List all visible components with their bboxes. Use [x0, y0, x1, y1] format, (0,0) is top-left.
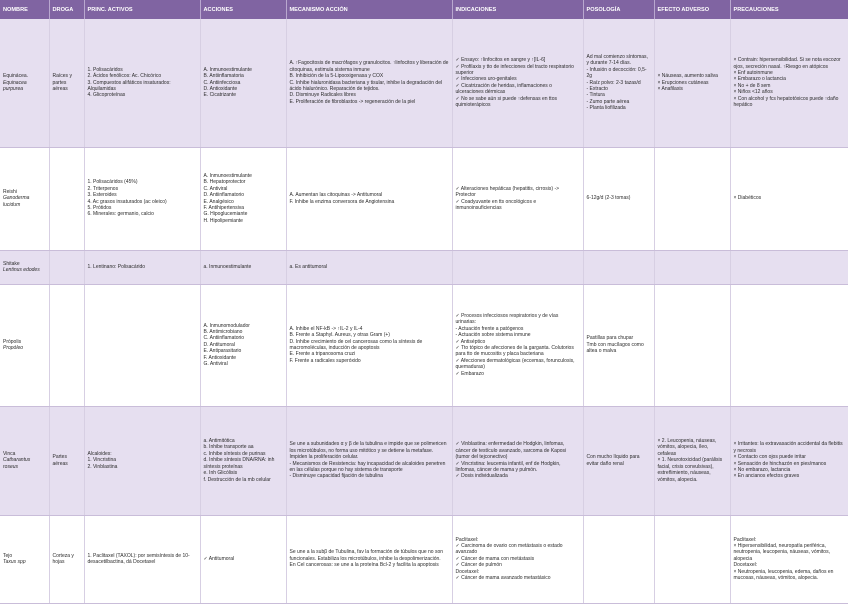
list-item: 4. Ac grasos insaturados (ac oleico): [87, 198, 167, 205]
cell-posologia: [583, 19, 654, 147]
column-header: PRECAUCIONES: [730, 0, 848, 19]
list-item: C. Antiinflamatorio: [203, 335, 245, 342]
list-item: ✓ Antiséptico: [455, 338, 486, 345]
list-item: - Zumo parte aérea: [586, 98, 630, 105]
list-item: × Neutropenia, leucopenia, edema, daños en mucosas, náuseas, vómitos, alopecia.: [733, 568, 834, 582]
cell-indicaciones: [452, 515, 583, 603]
cell-droga: Raíces y partes aéreas: [49, 19, 84, 147]
scientific-name: Catharantus roseus: [3, 457, 31, 470]
list-item: Tmb con mucílagos como altea o malva: [586, 341, 644, 355]
cell-acciones: [200, 250, 286, 284]
scientific-name: Propóleo: [3, 345, 24, 351]
list-item: Paclitaxel:: [733, 536, 757, 543]
scientific-name: Equinacea purpurea: [3, 79, 27, 92]
list-item: G. Antiviral: [203, 361, 228, 368]
list-item: × En ancianos efectos graves: [733, 473, 800, 480]
list-item: × Hipersensibilidad, neuropatía periférica, neutropenia, leucopenia, náuseas, vómitos, alopecia: [733, 542, 830, 562]
adverso-list: [658, 73, 727, 92]
list-item: E. Antiparasitario: [203, 348, 242, 355]
plant-name: Reishi: [3, 188, 17, 195]
cell-acciones: [200, 19, 286, 147]
list-item: 1. Lentinano: Polisacárido: [87, 263, 146, 270]
cell-precauciones: [730, 515, 848, 603]
list-item: ✓ Coadyuvante en tts oncológicos e inmunoinsuficiencias: [455, 198, 537, 211]
cell-adverso: [654, 250, 730, 284]
indicaciones-list: [456, 313, 580, 377]
column-header: EFECTO ADVERSO: [654, 0, 730, 19]
cell-mecanismo: [286, 147, 452, 250]
cell-indicaciones: [452, 19, 583, 147]
list-item: 1. Polisacáridos (45%): [87, 179, 138, 186]
list-item: a. Antimitótica: [203, 438, 235, 445]
list-item: - Actuación sobre sistema inmune: [455, 332, 531, 339]
posologia-list: [587, 54, 651, 112]
plant-name: Shitake: [3, 260, 20, 267]
list-item: Docetaxel:: [455, 568, 480, 575]
acciones-list: [204, 323, 283, 368]
list-item: ✓ Alteraciones hepáticas (hepatitis, cirrosis) -> Protector: [455, 185, 560, 199]
posologia-list: [587, 454, 651, 467]
cell-mecanismo: [286, 19, 452, 147]
acciones-list: [204, 173, 283, 224]
cell-precauciones: [730, 250, 848, 284]
cell-adverso: [654, 147, 730, 250]
list-item: × Enf autoinmune: [733, 69, 773, 76]
list-item: E. Analgésico: [203, 198, 234, 205]
cell-activos: [84, 250, 200, 284]
list-item: B. Frente a Staphyl. Aureus, y otras Gram (+): [289, 332, 390, 339]
list-item: ✓ Cáncer de mama con metástasis: [455, 555, 535, 562]
column-header: INDICACIONES: [452, 0, 583, 19]
list-item: ✓ Infecciones uro-genitales: [455, 76, 517, 83]
list-item: B. Antiinflamatoria: [203, 73, 244, 80]
cell-activos: [84, 515, 200, 603]
precauciones-list: [734, 441, 845, 479]
activos-list: [88, 451, 197, 470]
list-item: ✓ Cáncer de mama avanzado metastásico: [455, 575, 551, 582]
list-item: ✓ Dosis individualizada: [455, 473, 508, 480]
list-item: Ad mal comienzo síntomas, y durante 7-14 días.: [586, 53, 648, 67]
table-row: [0, 250, 848, 284]
list-item: D. Inhibe crecimiento de cel cancerosas como la síntesis de macromoléculas, inducción de apoptosis: [289, 338, 423, 351]
list-item: Se une a subunidades α y β de la tubulina e impide que se polimericen los microtúbulos, no forma uso mitótico y se detiene la metafase. Impiden la proliferación celular.: [289, 441, 447, 461]
list-item: - Infusión o decocción: 0,5-2g: [586, 66, 647, 80]
list-item: ✓ Cicatrización de heridas, inflamaciones o ulceraciones dérmicas: [455, 82, 552, 96]
cell-posologia: [583, 250, 654, 284]
cell-droga: Corteza y hojas: [49, 515, 84, 603]
list-item: Paclitaxel:: [455, 536, 479, 543]
list-item: G. Hipoglucemiante: [203, 211, 248, 218]
list-item: C. Antiviral: [203, 185, 228, 192]
list-item: E. Proliferación de fibroblastos -> regeneración de la piel: [289, 98, 416, 105]
scientific-name: Taxus spp: [3, 559, 26, 565]
table-row: [0, 515, 848, 603]
list-item: - Planta liofilizada: [586, 105, 626, 112]
cell-activos: [84, 147, 200, 250]
mecanismo-list: [290, 60, 449, 105]
scientific-name: Lentinus edodes: [3, 267, 40, 273]
cell-indicaciones: [452, 284, 583, 406]
list-item: C. Antiinfecciosa: [203, 79, 241, 86]
table-row: [0, 19, 848, 147]
list-item: Con mucho líquido para evitar daño renal: [586, 454, 640, 467]
list-item: ✓ Tto tópico de afecciones de la garganta. Colutorios para tto de mucositis y placa bacteriana: [455, 345, 574, 358]
list-item: × Diabéticos: [733, 195, 762, 202]
cell-posologia: [583, 284, 654, 406]
list-item: A. ↑Fagocitosis de macrófagos y granulocitos. ↑linfocitos y liberación de citoquinas, estimula sistema inmune: [289, 60, 449, 73]
cell-name: [0, 147, 49, 250]
cell-mecanismo: [286, 515, 452, 603]
list-item: 2. Triterpenos: [87, 185, 119, 192]
acciones-list: [204, 264, 283, 270]
list-item: - Mecanismos de Resistencia: hay incapacidad de alcaloides penetren en las células porque no hay sistema de transporte: [289, 460, 446, 473]
cell-droga: Partes aéreas: [49, 406, 84, 515]
list-item: c. Inhibe síntesis de purinas: [203, 450, 266, 457]
indicaciones-list: [456, 186, 580, 212]
indicaciones-list: [456, 441, 580, 479]
list-item: ✓ No se sabe aún si puede ↑defensas en ttos quimioterápicos: [455, 95, 557, 108]
list-item: A. Inmunoestimulante: [203, 172, 252, 179]
list-item: 2. Vinblastina: [87, 463, 118, 470]
cell-activos: [84, 406, 200, 515]
cell-posologia: [583, 147, 654, 250]
cell-adverso: [654, 515, 730, 603]
cell-name: [0, 515, 49, 603]
acciones-list: [204, 438, 283, 483]
column-header: PRINC. ACTIVOS: [84, 0, 200, 19]
cell-acciones: [200, 515, 286, 603]
list-item: Se une a la subβ de Tubulina, fav la formación de túbulos que no son funcionales. Estabiliza los microtúbulos, inhibe la despolimerización.: [289, 549, 444, 562]
list-item: - Actuación frente a patógenos: [455, 325, 524, 332]
list-item: E. Frente a tripanosoma cruzi: [289, 351, 356, 358]
list-item: ✓ Carcinoma de ovario con metástasis o estado avanzado: [455, 542, 563, 556]
cell-activos: [84, 284, 200, 406]
precauciones-list: [734, 57, 845, 108]
list-item: × Con alcohol y fcs hepatotóxicos puede ↑daño hepático: [733, 95, 839, 108]
list-item: a. Es antitumoral: [289, 263, 328, 270]
list-item: ✓ Cáncer de pulmón: [455, 562, 502, 569]
list-item: 3. Compuestos alifáticos insaturados: Alquilamidas: [87, 79, 171, 92]
list-item: e. Inh Glicólisis: [203, 470, 238, 477]
table-row: [0, 147, 848, 250]
list-item: D. Antioxidante: [203, 85, 238, 92]
list-item: × 2. Leucopenia, náuseas, vómitos, alopecia, íleo, cefaleas: [657, 438, 717, 457]
list-item: F. Inhibe la enzima conversora de Angiotensina: [289, 198, 395, 205]
posologia-list: [587, 335, 651, 354]
list-item: × Náuseas, aumento saliva: [657, 73, 718, 80]
list-item: 3. Esteroides: [87, 192, 117, 199]
list-item: a. Inmunoestimulante: [203, 263, 252, 270]
list-item: B. Inhibición de la 5-Lipooxigenasa y COX: [289, 73, 384, 80]
column-header: POSOLOGÍA: [583, 0, 654, 19]
cell-acciones: [200, 147, 286, 250]
list-item: 1. Paclitaxel (TAXOL): por semisíntesis de 10-desacetilbactina, dá Docetaxel: [87, 552, 190, 565]
list-item: × Irritantes: la extravasación accidental da flebitis y necrosis: [733, 441, 843, 454]
plant-name: Tejo: [3, 552, 13, 559]
cell-indicaciones: [452, 406, 583, 515]
activos-list: [88, 67, 197, 99]
acciones-list: [204, 67, 283, 99]
indicaciones-list: [456, 57, 580, 108]
cell-activos: [84, 19, 200, 147]
list-item: × Niños <12 años: [733, 89, 773, 96]
list-item: f. Destrucción de la mb celular: [203, 476, 271, 483]
list-item: d. Inhibe síntesis DNA/RNA: inh síntesis proteínas: [203, 457, 275, 470]
cell-adverso: [654, 284, 730, 406]
list-item: b. Inhibe transporte aa: [203, 444, 254, 451]
list-item: × Contrain: hipersensibilidad. Si se nota escozor ojos, secreción nasal. ↑Riesgo en atópicos: [733, 57, 841, 70]
list-item: × Embarazo o lactancia: [733, 76, 786, 83]
cell-droga: [49, 284, 84, 406]
scientific-name: Ganoderma lucidum: [3, 195, 30, 208]
list-item: En Cel cancerosas: se une a la proteína Bcl-2 y facilita la apoptosis: [289, 562, 439, 569]
list-item: B. Antimicrobiano: [203, 328, 243, 335]
table-row: [0, 284, 848, 406]
cell-precauciones: [730, 406, 848, 515]
cell-name: [0, 406, 49, 515]
plant-name: Própolis: [3, 338, 22, 345]
activos-list: [88, 553, 197, 566]
list-item: Alcaloides:: [87, 450, 112, 457]
list-item: 1. Vincristina: [87, 457, 117, 464]
list-item: ✓ Ensayo: ↑linfocitos en sangre y ↑[IL-6]: [455, 57, 546, 64]
list-item: × No + de 8 sem: [733, 82, 771, 89]
cell-droga: [49, 250, 84, 284]
column-header: DROGA: [49, 0, 84, 19]
list-item: B. Hepatoprotector: [203, 179, 246, 186]
list-item: ✓ Vincristina: leucemia infantil, enf de Hodgkin, linfomas, cáncer de mama y pulmón.: [455, 460, 561, 473]
list-item: 4. Glicoproteínas: [87, 92, 126, 99]
activos-list: [88, 264, 197, 270]
activos-list: [88, 179, 197, 217]
list-item: F. Antihipertensiva: [203, 204, 245, 211]
cell-acciones: [200, 406, 286, 515]
mecanismo-list: [290, 441, 449, 479]
adverso-list: [658, 438, 727, 483]
cell-acciones: [200, 284, 286, 406]
list-item: - Disminuye capacidad fijación de tubulina: [289, 473, 383, 480]
list-item: Pastillas para chupar: [586, 335, 634, 342]
list-item: A. Inmunomodulador: [203, 322, 250, 329]
list-item: 2. Ácidos fenólicos: Ac. Chicórico: [87, 73, 162, 80]
mecanismo-list: [290, 326, 449, 364]
cell-precauciones: [730, 147, 848, 250]
list-item: × Anafilaxis: [657, 85, 683, 92]
cell-posologia: [583, 515, 654, 603]
cell-precauciones: [730, 19, 848, 147]
cell-indicaciones: [452, 250, 583, 284]
cell-adverso: [654, 406, 730, 515]
list-item: 1. Polisacáridos: [87, 66, 123, 73]
cell-posologia: [583, 406, 654, 515]
list-item: F. Frente a radicales superóxido: [289, 357, 361, 364]
list-item: A. Inhibe el NF-kB -> ↑IL-2 y IL-4: [289, 325, 363, 332]
precauciones-list: [734, 195, 845, 201]
list-item: × No embarazo, lactancia: [733, 466, 791, 473]
list-item: H. Hipolipemiante: [203, 217, 243, 224]
list-item: A. Inmunoestimulante: [203, 66, 252, 73]
cell-name: [0, 250, 49, 284]
list-item: ✓ Antitumoral: [203, 555, 235, 562]
cell-adverso: [654, 19, 730, 147]
column-header: ACCIONES: [200, 0, 286, 19]
cell-name: [0, 19, 49, 147]
list-item: ✓ Afecciones dermatológicas (eccemas, forunculosis, quemaduras): [455, 357, 575, 371]
mecanismo-list: [290, 264, 449, 270]
list-item: - Tintura: [586, 92, 605, 99]
list-item: 6. Minerales: germanio, calcio: [87, 211, 154, 218]
list-item: 6-12g/d (2-3 tomas): [586, 195, 631, 202]
table-row: [0, 406, 848, 515]
cell-droga: [49, 147, 84, 250]
column-header: NOMBRE: [0, 0, 49, 19]
mecanismo-list: [290, 549, 449, 568]
cell-mecanismo: [286, 250, 452, 284]
cell-mecanismo: [286, 284, 452, 406]
list-item: × Erupciones cutáneas: [657, 79, 709, 86]
list-item: Docetaxel:: [733, 562, 758, 569]
cell-name: [0, 284, 49, 406]
list-item: E. Cicatrizante: [203, 92, 237, 99]
indicaciones-list: [456, 537, 580, 582]
list-item: C. Inhibe hialuronidasa bacteriana y tisular, inhibe la degradación del ácido hialurónico. Reparación de tejidos.: [289, 79, 443, 92]
mecanismo-list: [290, 192, 449, 205]
list-item: - Extracto: [586, 85, 608, 92]
list-item: 5. Prótidos: [87, 204, 112, 211]
list-item: × 1. Neurotoxicidad (parálisis facial, crisis convulsivas), estreñimiento, náuseas, vómitos, alopecia.: [657, 457, 723, 483]
list-item: F. Antioxidante: [203, 354, 237, 361]
acciones-list: [204, 556, 283, 562]
list-item: ✓ Procesos infecciosos respiratorios y de vías urinarias:: [455, 312, 559, 326]
list-item: A. Aumentan las citoquinas -> Antitumoral: [289, 192, 383, 199]
list-item: ✓ Vinblastina: enfermedad de Hodgkin, linfomas, cáncer de testículo avanzado, sarcoma de Kaposi (tumor del tejconectivo): [455, 441, 567, 461]
header-row: [0, 0, 848, 19]
column-header: MECANISMO ACCIÓN: [286, 0, 452, 19]
list-item: D. Disminuye Radicales libres: [289, 92, 356, 99]
cell-indicaciones: [452, 147, 583, 250]
list-item: - Raíz polvo: 2-3 tazas/d: [586, 79, 641, 86]
cell-mecanismo: [286, 406, 452, 515]
list-item: × Sensación de hinchazón en pies/manos: [733, 460, 827, 467]
cell-precauciones: [730, 284, 848, 406]
list-item: ✓ Profilaxis y tto de infecciones del tracto respiratorio superior: [455, 63, 574, 76]
list-item: ✓ Embarazo: [455, 370, 484, 377]
list-item: D. Antitumoral: [203, 341, 235, 348]
posologia-list: [587, 195, 651, 201]
plant-name: Vinca: [3, 450, 16, 457]
precauciones-list: [734, 537, 845, 582]
list-item: D. Antiinflamatorio: [203, 192, 245, 199]
plant-name: Equinácea.: [3, 73, 29, 80]
list-item: × Contacto con ojos puede irritar: [733, 454, 806, 461]
table-body: [0, 19, 848, 603]
